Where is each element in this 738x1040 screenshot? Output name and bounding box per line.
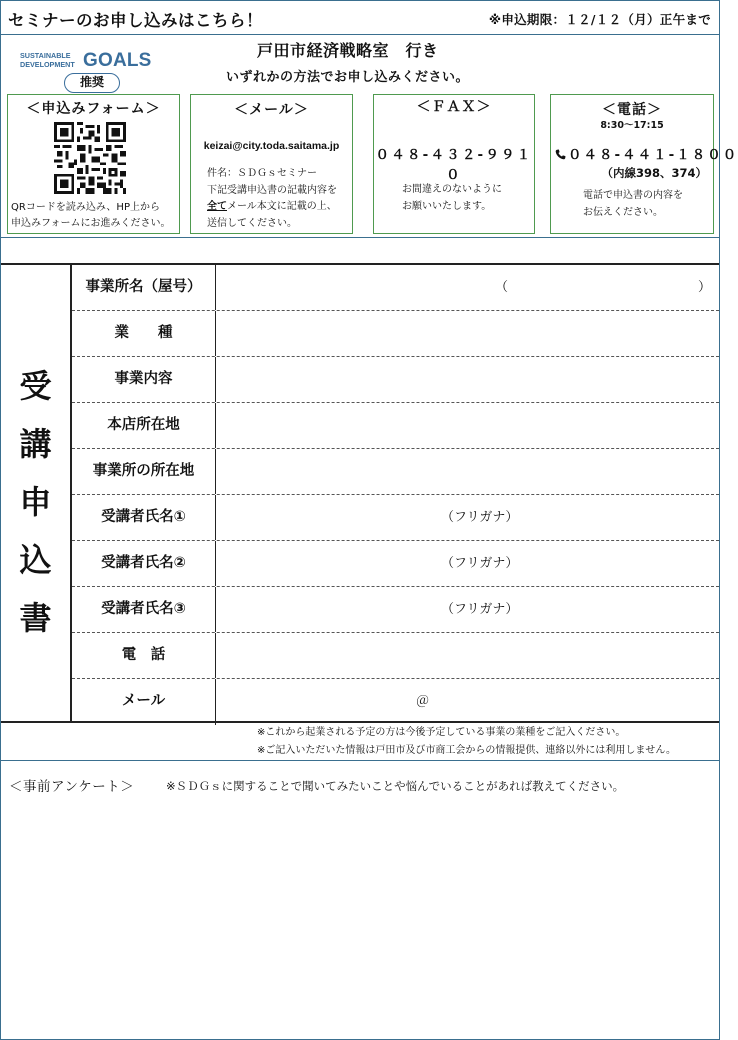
divider — [1, 760, 719, 761]
row-business-content — [72, 357, 719, 403]
application-form — [1, 263, 719, 723]
online-form-title: ＜申込みフォーム＞ — [26, 101, 161, 117]
label-attendee-2: 受講者氏名② — [72, 541, 216, 586]
fax-title: ＜ＦＡＸ＞ — [416, 99, 492, 115]
input-industry[interactable] — [216, 311, 719, 356]
sdgs-goals-text: GOALS — [83, 50, 152, 71]
fax-instructions: お間違えのないように お願いいたします。 — [402, 184, 502, 212]
row-office-address — [72, 449, 719, 495]
header — [1, 1, 719, 35]
phone-number-line[interactable] — [555, 143, 738, 163]
row-head-office — [72, 403, 719, 449]
row-attendee-3 — [72, 587, 719, 633]
label-business-content: 事業内容 — [72, 357, 216, 402]
email-address-link[interactable]: keizai@city.toda.saitama.jp — [203, 140, 340, 152]
input-attendee-3[interactable] — [216, 587, 719, 632]
phone-extension: （内線398、374） — [601, 166, 707, 180]
furigana-hint: （フリガナ） — [441, 602, 519, 617]
label-industry: 業 種 — [72, 311, 216, 356]
phone-title: ＜電話＞ — [602, 102, 662, 118]
email-title: ＜メール＞ — [234, 102, 309, 118]
phone-hours: 8:30～17:15 — [600, 120, 664, 131]
furigana-hint: （フリガナ） — [441, 556, 519, 571]
label-head-office: 本店所在地 — [72, 403, 216, 448]
fax-box — [373, 94, 535, 234]
row-attendee-1 — [72, 495, 719, 541]
online-form-box — [7, 94, 180, 234]
row-email — [72, 679, 719, 725]
label-attendee-1: 受講者氏名① — [72, 495, 216, 540]
label-phone: 電 話 — [72, 633, 216, 678]
page-title: セミナーのお申し込みはこちら！ — [8, 11, 263, 30]
destination-title: 戸田市経済戦略室 行き — [257, 41, 439, 60]
phone-instructions: 電話で申込書の内容を お伝えください。 — [583, 190, 683, 218]
input-phone[interactable] — [216, 633, 719, 678]
online-form-instructions: QRコードを読み込み、HP上から 申込みフォームにお進みください。 — [11, 202, 171, 229]
input-office-address[interactable] — [216, 449, 719, 494]
row-phone — [72, 633, 719, 679]
contact-methods-section — [1, 35, 738, 238]
label-attendee-3: 受講者氏名③ — [72, 587, 216, 632]
form-side-title: 受 講 申 込 書 — [1, 265, 72, 721]
phone-icon — [555, 149, 566, 160]
form-notes: ※これから起業される予定の方は今後予定している事業の業種をご記入ください。 ※ご記入いただいた情報は戸田市及び市商工会からの情報提供、連絡以外には利用しません。 — [257, 727, 676, 756]
input-head-office[interactable] — [216, 403, 719, 448]
phone-number: ０４８-４４１-１８００ — [568, 147, 738, 163]
recommended-badge: 推奨 — [64, 73, 120, 93]
fax-number: ０４８-４３２-９９１０ — [375, 147, 533, 183]
survey-title: ＜事前アンケート＞ — [9, 779, 135, 795]
phone-box — [550, 94, 738, 234]
sdgs-logo-small-text: SUSTAINABLE DEVELOPMENT — [20, 51, 75, 69]
row-attendee-2 — [72, 541, 719, 587]
furigana-hint: （フリガナ） — [441, 510, 519, 525]
deadline-text: ※申込期限：１２/１２（月）正午まで — [488, 12, 711, 27]
qr-code-icon[interactable] — [54, 122, 126, 194]
label-business-name: 事業所名（屋号） — [72, 265, 216, 310]
label-office-address: 事業所の所在地 — [72, 449, 216, 494]
label-email: メール — [72, 679, 216, 725]
input-attendee-1[interactable] — [216, 495, 719, 540]
email-instructions: 件名：ＳＤＧｓセミナー 下記受講申込書の記載内容を 全てメール本文に記載の上、 送信してください。 — [207, 168, 337, 229]
email-box — [190, 94, 353, 234]
method-instruction: いずれかの方法でお申し込みください。 — [226, 70, 470, 85]
input-email[interactable] — [216, 679, 719, 725]
sdgs-logo — [20, 49, 155, 97]
row-industry — [72, 311, 719, 357]
input-business-name[interactable]: （ ） — [495, 280, 711, 295]
input-attendee-2[interactable] — [216, 541, 719, 586]
row-business-name — [72, 265, 719, 311]
at-sign: ＠ — [416, 694, 430, 709]
input-business-content[interactable] — [216, 357, 719, 402]
survey-instruction: ※ＳＤＧｓに関することで聞いてみたいことや悩んでいることがあれば教えてください。 — [166, 779, 625, 793]
